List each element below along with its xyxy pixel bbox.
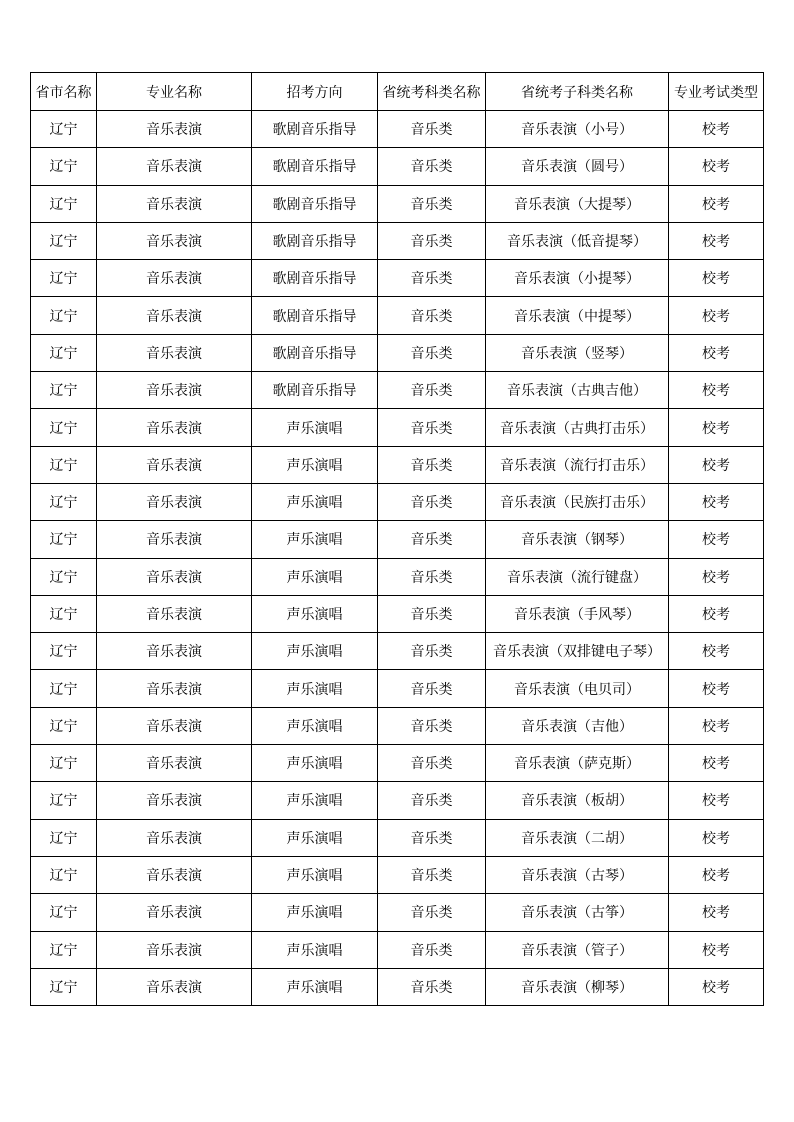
table-row xyxy=(31,707,764,744)
cell-exam-type: 校考 xyxy=(669,372,764,409)
cell-exam-type: 校考 xyxy=(669,521,764,558)
cell-exam-type: 校考 xyxy=(669,856,764,893)
cell-exam-subcategory: 音乐表演（管子） xyxy=(486,931,669,968)
cell-exam-type: 校考 xyxy=(669,633,764,670)
cell-major: 音乐表演 xyxy=(97,297,252,334)
cell-exam-type: 校考 xyxy=(669,595,764,632)
cell-exam-subcategory: 音乐表演（柳琴） xyxy=(486,968,669,1005)
cell-exam-category: 音乐类 xyxy=(378,148,486,185)
cell-exam-category: 音乐类 xyxy=(378,595,486,632)
cell-direction: 声乐演唱 xyxy=(252,446,378,483)
cell-direction: 声乐演唱 xyxy=(252,558,378,595)
cell-exam-category: 音乐类 xyxy=(378,745,486,782)
table-row xyxy=(31,222,764,259)
cell-major: 音乐表演 xyxy=(97,745,252,782)
cell-direction: 声乐演唱 xyxy=(252,894,378,931)
cell-exam-subcategory: 音乐表演（电贝司） xyxy=(486,670,669,707)
cell-exam-subcategory: 音乐表演（竖琴） xyxy=(486,334,669,371)
cell-exam-category: 音乐类 xyxy=(378,782,486,819)
cell-direction: 歌剧音乐指导 xyxy=(252,334,378,371)
cell-major: 音乐表演 xyxy=(97,670,252,707)
cell-exam-category: 音乐类 xyxy=(378,633,486,670)
cell-exam-type: 校考 xyxy=(669,148,764,185)
table-row xyxy=(31,446,764,483)
cell-exam-type: 校考 xyxy=(669,483,764,520)
table-row xyxy=(31,409,764,446)
cell-province: 辽宁 xyxy=(31,111,97,148)
table-row xyxy=(31,819,764,856)
cell-direction: 声乐演唱 xyxy=(252,707,378,744)
cell-exam-category: 音乐类 xyxy=(378,446,486,483)
cell-exam-subcategory: 音乐表演（古典吉他） xyxy=(486,372,669,409)
table-row xyxy=(31,521,764,558)
table-body xyxy=(31,111,764,1006)
cell-exam-subcategory: 音乐表演（双排键电子琴） xyxy=(486,633,669,670)
header-exam-type: 专业考试类型 xyxy=(669,73,764,111)
cell-exam-subcategory: 音乐表演（小号） xyxy=(486,111,669,148)
cell-exam-type: 校考 xyxy=(669,409,764,446)
table-row xyxy=(31,595,764,632)
cell-direction: 歌剧音乐指导 xyxy=(252,260,378,297)
cell-direction: 声乐演唱 xyxy=(252,856,378,893)
cell-exam-type: 校考 xyxy=(669,819,764,856)
table-row xyxy=(31,372,764,409)
cell-direction: 声乐演唱 xyxy=(252,595,378,632)
cell-exam-subcategory: 音乐表演（流行打击乐） xyxy=(486,446,669,483)
cell-province: 辽宁 xyxy=(31,297,97,334)
cell-direction: 声乐演唱 xyxy=(252,819,378,856)
cell-province: 辽宁 xyxy=(31,670,97,707)
cell-province: 辽宁 xyxy=(31,968,97,1005)
cell-exam-subcategory: 音乐表演（大提琴） xyxy=(486,185,669,222)
cell-exam-subcategory: 音乐表演（流行键盘） xyxy=(486,558,669,595)
cell-exam-subcategory: 音乐表演（小提琴） xyxy=(486,260,669,297)
table-header-row xyxy=(31,73,764,111)
cell-exam-category: 音乐类 xyxy=(378,297,486,334)
table-row xyxy=(31,185,764,222)
table-row xyxy=(31,968,764,1005)
cell-exam-category: 音乐类 xyxy=(378,968,486,1005)
cell-exam-type: 校考 xyxy=(669,968,764,1005)
cell-exam-subcategory: 音乐表演（古筝） xyxy=(486,894,669,931)
cell-direction: 声乐演唱 xyxy=(252,483,378,520)
table-row xyxy=(31,894,764,931)
admissions-table xyxy=(30,72,764,1006)
cell-direction: 歌剧音乐指导 xyxy=(252,222,378,259)
cell-exam-category: 音乐类 xyxy=(378,670,486,707)
cell-province: 辽宁 xyxy=(31,521,97,558)
cell-major: 音乐表演 xyxy=(97,633,252,670)
cell-exam-subcategory: 音乐表演（中提琴） xyxy=(486,297,669,334)
cell-exam-category: 音乐类 xyxy=(378,558,486,595)
cell-major: 音乐表演 xyxy=(97,409,252,446)
table-row xyxy=(31,931,764,968)
cell-exam-type: 校考 xyxy=(669,931,764,968)
table-row xyxy=(31,670,764,707)
table-row xyxy=(31,148,764,185)
table-row xyxy=(31,782,764,819)
cell-direction: 声乐演唱 xyxy=(252,633,378,670)
cell-province: 辽宁 xyxy=(31,446,97,483)
cell-exam-subcategory: 音乐表演（民族打击乐） xyxy=(486,483,669,520)
cell-exam-subcategory: 音乐表演（吉他） xyxy=(486,707,669,744)
header-exam-category: 省统考科类名称 xyxy=(378,73,486,111)
cell-major: 音乐表演 xyxy=(97,483,252,520)
cell-exam-type: 校考 xyxy=(669,334,764,371)
cell-exam-type: 校考 xyxy=(669,185,764,222)
cell-province: 辽宁 xyxy=(31,819,97,856)
cell-major: 音乐表演 xyxy=(97,260,252,297)
cell-exam-category: 音乐类 xyxy=(378,894,486,931)
cell-exam-type: 校考 xyxy=(669,222,764,259)
cell-direction: 声乐演唱 xyxy=(252,670,378,707)
cell-major: 音乐表演 xyxy=(97,558,252,595)
cell-exam-type: 校考 xyxy=(669,558,764,595)
cell-major: 音乐表演 xyxy=(97,185,252,222)
cell-exam-category: 音乐类 xyxy=(378,222,486,259)
cell-major: 音乐表演 xyxy=(97,968,252,1005)
cell-major: 音乐表演 xyxy=(97,856,252,893)
cell-exam-category: 音乐类 xyxy=(378,185,486,222)
cell-exam-category: 音乐类 xyxy=(378,111,486,148)
cell-exam-category: 音乐类 xyxy=(378,707,486,744)
cell-major: 音乐表演 xyxy=(97,148,252,185)
cell-exam-category: 音乐类 xyxy=(378,334,486,371)
cell-major: 音乐表演 xyxy=(97,894,252,931)
cell-exam-type: 校考 xyxy=(669,707,764,744)
header-exam-subcategory: 省统考子科类名称 xyxy=(486,73,669,111)
cell-exam-category: 音乐类 xyxy=(378,521,486,558)
cell-exam-type: 校考 xyxy=(669,670,764,707)
cell-exam-category: 音乐类 xyxy=(378,260,486,297)
cell-direction: 歌剧音乐指导 xyxy=(252,372,378,409)
cell-exam-subcategory: 音乐表演（板胡） xyxy=(486,782,669,819)
cell-province: 辽宁 xyxy=(31,185,97,222)
cell-province: 辽宁 xyxy=(31,334,97,371)
cell-province: 辽宁 xyxy=(31,745,97,782)
cell-province: 辽宁 xyxy=(31,894,97,931)
cell-major: 音乐表演 xyxy=(97,372,252,409)
cell-province: 辽宁 xyxy=(31,707,97,744)
cell-province: 辽宁 xyxy=(31,856,97,893)
cell-direction: 歌剧音乐指导 xyxy=(252,185,378,222)
cell-exam-type: 校考 xyxy=(669,745,764,782)
cell-exam-type: 校考 xyxy=(669,894,764,931)
cell-exam-subcategory: 音乐表演（萨克斯） xyxy=(486,745,669,782)
cell-exam-subcategory: 音乐表演（低音提琴） xyxy=(486,222,669,259)
cell-exam-type: 校考 xyxy=(669,782,764,819)
cell-province: 辽宁 xyxy=(31,148,97,185)
cell-major: 音乐表演 xyxy=(97,521,252,558)
table-row xyxy=(31,297,764,334)
header-major: 专业名称 xyxy=(97,73,252,111)
cell-direction: 声乐演唱 xyxy=(252,968,378,1005)
cell-direction: 声乐演唱 xyxy=(252,409,378,446)
cell-exam-type: 校考 xyxy=(669,297,764,334)
cell-direction: 声乐演唱 xyxy=(252,931,378,968)
cell-major: 音乐表演 xyxy=(97,819,252,856)
cell-exam-type: 校考 xyxy=(669,446,764,483)
table-row xyxy=(31,745,764,782)
document-page xyxy=(30,72,764,1006)
cell-exam-subcategory: 音乐表演（钢琴） xyxy=(486,521,669,558)
cell-exam-type: 校考 xyxy=(669,111,764,148)
table-row xyxy=(31,633,764,670)
cell-province: 辽宁 xyxy=(31,260,97,297)
table-row xyxy=(31,483,764,520)
cell-province: 辽宁 xyxy=(31,931,97,968)
cell-exam-subcategory: 音乐表演（古琴） xyxy=(486,856,669,893)
table-row xyxy=(31,260,764,297)
cell-major: 音乐表演 xyxy=(97,334,252,371)
cell-province: 辽宁 xyxy=(31,372,97,409)
cell-direction: 声乐演唱 xyxy=(252,521,378,558)
cell-direction: 歌剧音乐指导 xyxy=(252,148,378,185)
cell-exam-category: 音乐类 xyxy=(378,483,486,520)
table-row xyxy=(31,856,764,893)
cell-direction: 声乐演唱 xyxy=(252,782,378,819)
cell-province: 辽宁 xyxy=(31,483,97,520)
cell-exam-category: 音乐类 xyxy=(378,372,486,409)
table-row xyxy=(31,111,764,148)
cell-province: 辽宁 xyxy=(31,782,97,819)
header-direction: 招考方向 xyxy=(252,73,378,111)
cell-major: 音乐表演 xyxy=(97,222,252,259)
cell-direction: 歌剧音乐指导 xyxy=(252,111,378,148)
cell-exam-category: 音乐类 xyxy=(378,856,486,893)
cell-major: 音乐表演 xyxy=(97,707,252,744)
cell-major: 音乐表演 xyxy=(97,446,252,483)
cell-exam-subcategory: 音乐表演（圆号） xyxy=(486,148,669,185)
table-row xyxy=(31,334,764,371)
cell-exam-category: 音乐类 xyxy=(378,409,486,446)
cell-province: 辽宁 xyxy=(31,633,97,670)
cell-province: 辽宁 xyxy=(31,222,97,259)
cell-direction: 歌剧音乐指导 xyxy=(252,297,378,334)
cell-exam-type: 校考 xyxy=(669,260,764,297)
cell-province: 辽宁 xyxy=(31,409,97,446)
cell-province: 辽宁 xyxy=(31,558,97,595)
table-row xyxy=(31,558,764,595)
cell-major: 音乐表演 xyxy=(97,931,252,968)
cell-province: 辽宁 xyxy=(31,595,97,632)
cell-major: 音乐表演 xyxy=(97,595,252,632)
cell-exam-category: 音乐类 xyxy=(378,931,486,968)
cell-direction: 声乐演唱 xyxy=(252,745,378,782)
cell-exam-subcategory: 音乐表演（二胡） xyxy=(486,819,669,856)
cell-exam-subcategory: 音乐表演（古典打击乐） xyxy=(486,409,669,446)
cell-major: 音乐表演 xyxy=(97,782,252,819)
header-province: 省市名称 xyxy=(31,73,97,111)
cell-major: 音乐表演 xyxy=(97,111,252,148)
cell-exam-subcategory: 音乐表演（手风琴） xyxy=(486,595,669,632)
cell-exam-category: 音乐类 xyxy=(378,819,486,856)
